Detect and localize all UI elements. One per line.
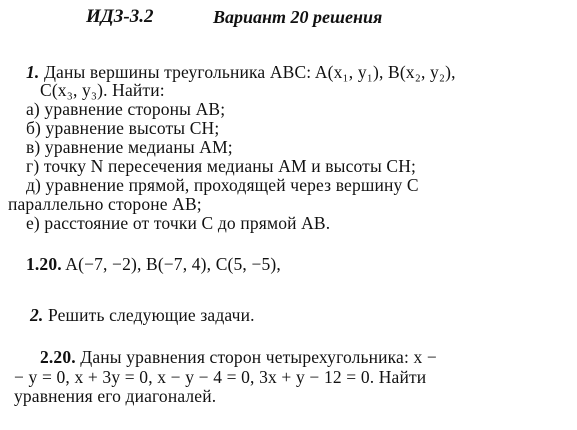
task-2 [30,305,255,326]
page-header [0,6,577,32]
variant-points [26,254,281,275]
task-2-text: Решить следующие задачи. [43,305,255,325]
task-2-20-line-2: − y = 0, x + 3y = 0, x − y − 4 = 0, 3x + y − 12 = 0. Найти [14,367,427,387]
variant-number: 1.20. [26,254,62,274]
task-1-item-e: е) расстояние от точки C до прямой AB. [26,213,331,233]
task-2-20-line-1 [40,347,437,368]
task-1-item-b: б) уравнение высоты CH; [26,118,220,138]
task-1-item-d: д) уравнение прямой, проходящей через вершину C [26,175,419,195]
variant-title: Вариант 20 решения [213,7,383,27]
task-2-20-number: 2.20. [40,347,76,367]
task-2-20-statement: Даны уравнения сторон четырехугольника: x − [75,347,437,367]
task-2-number: 2. [30,305,44,325]
task-1-statement: Даны вершины треугольника ABC: A(x₁, y₁), B(x₂, y₂), [39,62,456,82]
task-2-20-line-3: уравнения его диагоналей. [14,386,217,406]
task-1-item-d-continuation: параллельно стороне AB; [8,194,202,214]
task-1-line-2: C(x₃, y₃). Найти: [40,80,165,100]
task-1-item-v: в) уравнение медианы AM; [26,137,233,157]
variant-points-text: A(−7, −2), B(−7, 4), C(5, −5), [61,254,281,274]
task-1-item-a: а) уравнение стороны AB; [26,99,226,119]
idz-title: ИДЗ-3.2 [86,6,154,27]
task-1-item-g: г) точку N пересечения медианы AM и высоты CH; [26,156,417,176]
task-1-number: 1. [26,62,40,82]
